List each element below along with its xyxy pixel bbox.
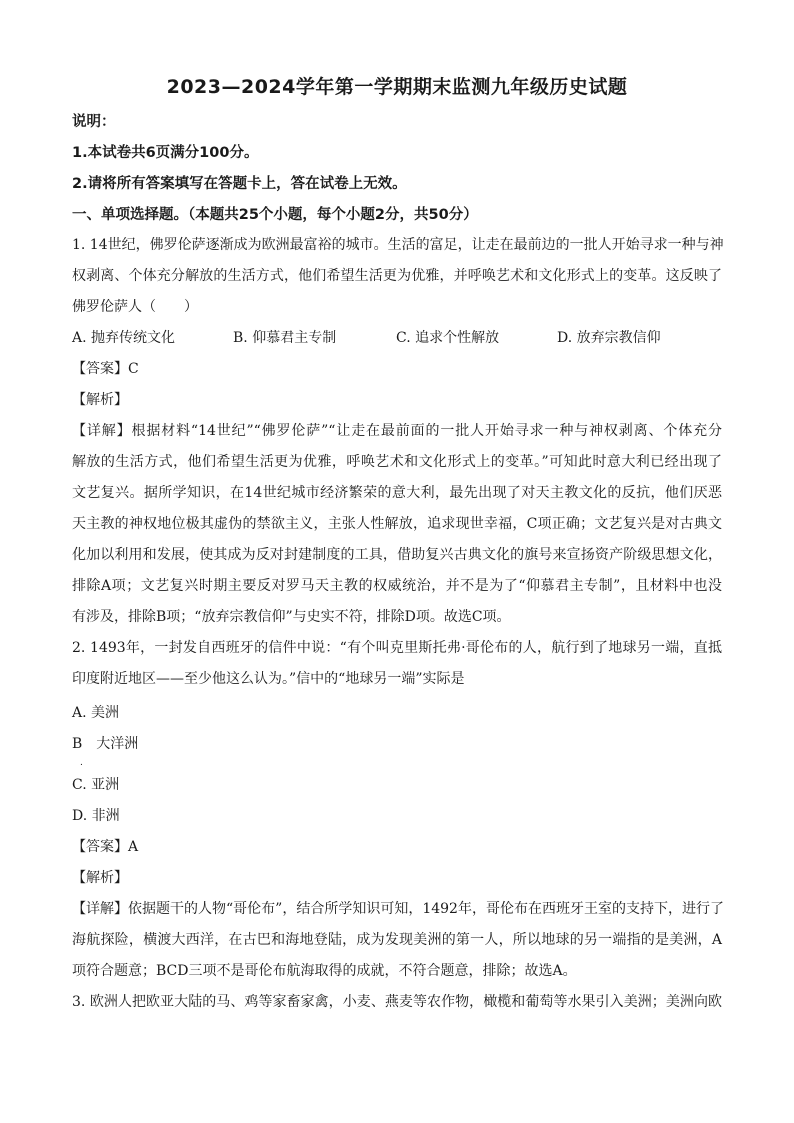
q1-detail-line: 解放的生活方式，他们希望生活更为优雅，呼唤艺术和文化形式上的变革。”可知此时意大利已经出现了 — [72, 454, 722, 470]
q3-stem-line: 3. 欧洲人把欧亚大陆的马、鸡等家畜家禽，小麦、燕麦等农作物，橄榄和葡萄等水果引入美洲；美洲向欧 — [72, 994, 722, 1010]
q1-option-d: D. 放弃宗教信仰 — [557, 330, 661, 346]
q1-stem-line: 佛罗伦萨人（ ） — [72, 299, 198, 315]
q1-detail-line: 排除A项；文艺复兴时期主要反对罗马天主教的权威统治，并不是为了“仰慕君主专制”，且材料中也没 — [72, 578, 722, 594]
note-item-2: 2.请将所有答案填写在答题卡上，答在试卷上无效。 — [72, 176, 407, 192]
q1-option-a: A. 抛弃传统文化 — [72, 330, 176, 346]
q1-detail-line: 有涉及，排除B项；“放弃宗教信仰”与史实不符，排除D项。故选C项。 — [72, 609, 511, 625]
q1-stem-line: 1. 14世纪，佛罗伦萨逐渐成为欧洲最富裕的城市。生活的富足，让走在最前边的一批人开始寻求一种与神 — [72, 237, 724, 253]
q1-analysis-label: 【解析】 — [72, 392, 128, 408]
notes-heading: 说明： — [72, 114, 116, 130]
q2-detail-line: 项符合题意；BCD三项不是哥伦布航海取得的成就，不符合题意，排除；故选A。 — [72, 963, 577, 979]
q2-option-a: A. 美洲 — [72, 705, 120, 721]
q1-stem-line: 权剥离、个体充分解放的生活方式，他们希望生活更为优雅，并呼唤艺术和文化形式上的变革。这反映了 — [72, 268, 722, 284]
q2-detail-line: 【详解】依据题干的人物“哥伦布”，结合所学知识可知，1492年，哥伦布在西班牙王室的支持下，进行了 — [72, 901, 724, 917]
q1-option-c: C. 追求个性解放 — [396, 330, 500, 346]
q2-option-b-dot: . — [80, 758, 83, 768]
q2-detail-line: 海航探险，横渡大西洋，在古巴和海地登陆，成为发现美洲的第一人，所以地球的另一端指的是美洲，A — [72, 932, 722, 948]
q1-answer: 【答案】C — [72, 361, 139, 377]
q2-answer: 【答案】A — [72, 839, 139, 855]
q1-detail-line: 天主教的神权地位极其虚伪的禁欲主义，主张人性解放，追求现世幸福，C项正确；文艺复兴是对古典文 — [72, 516, 722, 532]
q1-option-b: B. 仰慕君主专制 — [233, 330, 337, 346]
q2-option-c: C. 亚洲 — [72, 777, 120, 793]
q2-option-b: B 大洋洲 — [72, 736, 139, 752]
q2-option-d: D. 非洲 — [72, 808, 120, 824]
page-title: 2023—2024学年第一学期期末监测九年级历史试题 — [166, 76, 628, 98]
q1-detail-line: 【详解】根据材料“14世纪”“佛罗伦萨”“让走在最前面的一批人开始寻求一种与神权剥离、个体充分 — [72, 423, 722, 439]
section-heading: 一、单项选择题。（本题共25个小题，每个小题2分，共50分） — [72, 207, 478, 223]
q1-detail-line: 文艺复兴。据所学知识，在14世纪城市经济繁荣的意大利，最先出现了对天主教文化的反抗，他们厌恶 — [72, 485, 722, 501]
q2-stem-line: 印度附近地区——至少他这么认为。”信中的“地球另一端”实际是 — [72, 671, 465, 687]
q2-stem-line: 2. 1493年，一封发自西班牙的信件中说：“有个叫克里斯托弗·哥伦布的人，航行到了地球另一端，直抵 — [72, 640, 722, 656]
q1-detail-line: 化加以利用和发展，使其成为反对封建制度的工具，借助复兴古典文化的旗号来宣扬资产阶级思想文化， — [72, 547, 722, 563]
q2-analysis-label: 【解析】 — [72, 870, 128, 886]
note-item-1: 1.本试卷共6页满分100分。 — [72, 145, 259, 161]
